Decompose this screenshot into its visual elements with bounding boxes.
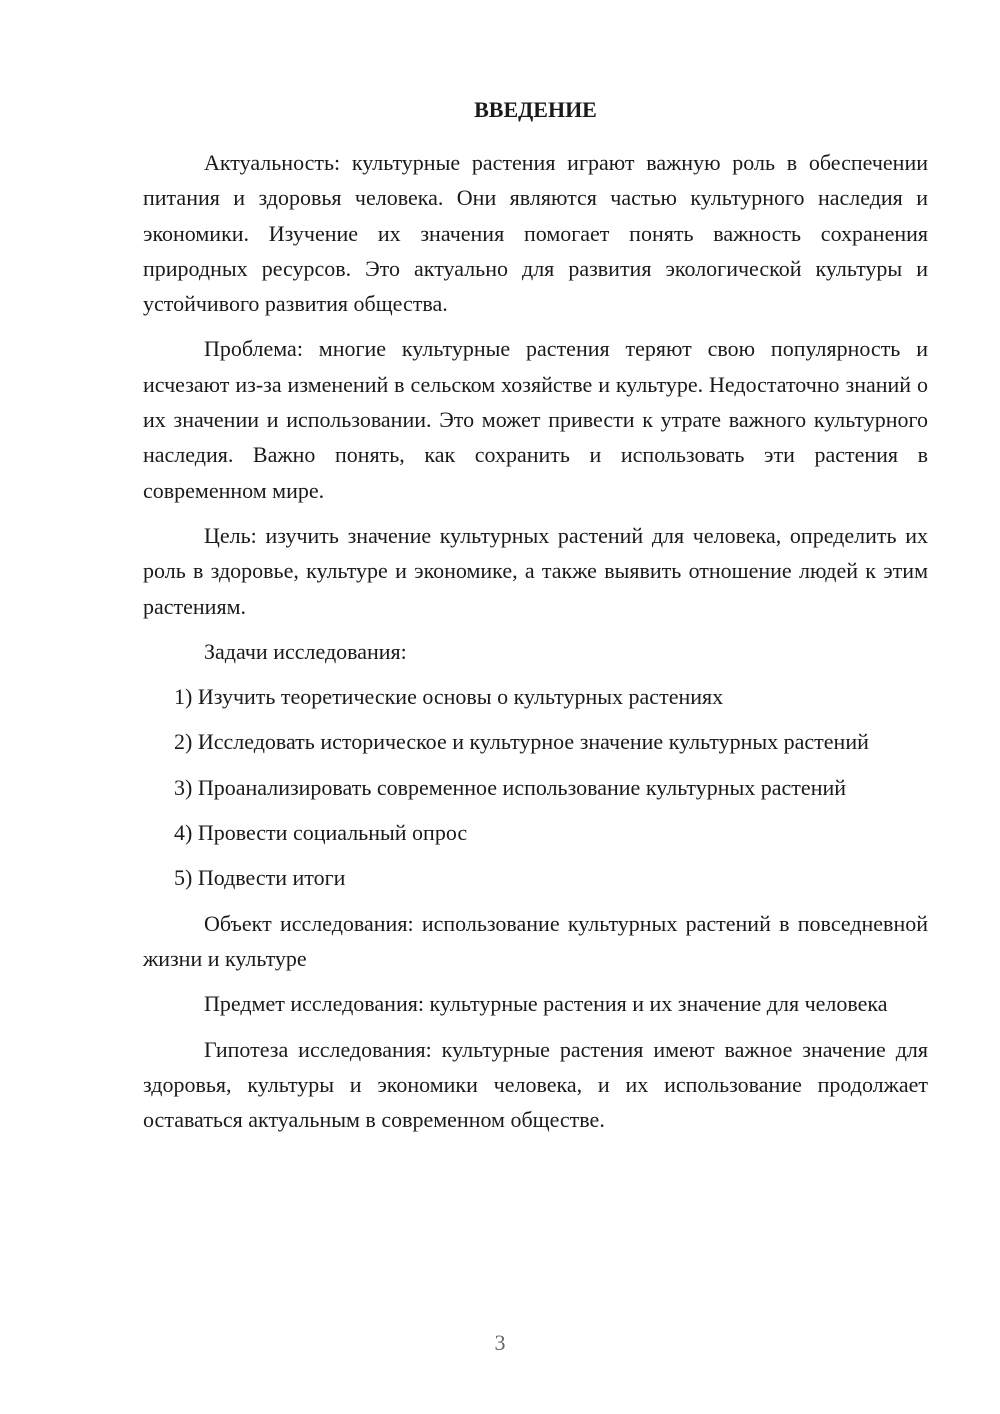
task-item-3: 3) Проанализировать современное использование культурных растений bbox=[174, 774, 847, 800]
task-item-5: 5) Подвести итоги bbox=[174, 865, 346, 891]
problem-paragraph: Проблема: многие культурные растения теряют свою популярность и исчезают из-за изменений в сельском хозяйстве и культуре. Недостаточно знаний о их значении и использовании. Это может привести к утрате важного культурного наследия. Важно понять, как сохранить и использовать эти растения в современном мире. bbox=[143, 336, 928, 503]
document-title: ВВЕДЕНИЕ bbox=[474, 97, 597, 122]
task-item-4: 4) Провести социальный опрос bbox=[174, 820, 468, 846]
hypothesis-paragraph: Гипотеза исследования: культурные растения имеют важное значение для здоровья, культуры и экономики человека, и их использование продолжает оставаться актуальным в современном обществе. bbox=[143, 1036, 928, 1133]
task-item-1: 1) Изучить теоретические основы о культурных растениях bbox=[174, 684, 724, 710]
task-item-2: 2) Исследовать историческое и культурное значение культурных растений bbox=[174, 729, 869, 755]
goal-paragraph: Цель: изучить значение культурных растений для человека, определить их роль в здоровье, культуре и экономике, а также выявить отношение людей к этим растениям. bbox=[143, 522, 928, 619]
document-page bbox=[143, 92, 928, 1147]
object-paragraph: Объект исследования: использование культурных растений в повседневной жизни и культуре bbox=[143, 910, 928, 971]
page-number: 3 bbox=[494, 1330, 506, 1355]
relevance-paragraph: Актуальность: культурные растения играют важную роль в обеспечении питания и здоровья человека. Они являются частью культурного наследия и экономики. Изучение их значения помогает понять важность сохранения природных ресурсов. Это актуально для развития экологической культуры и устойчивого развития общества. bbox=[143, 150, 928, 317]
tasks-heading: Задачи исследования: bbox=[204, 638, 407, 664]
subject-paragraph: Предмет исследования: культурные растения и их значение для человека bbox=[204, 991, 888, 1017]
